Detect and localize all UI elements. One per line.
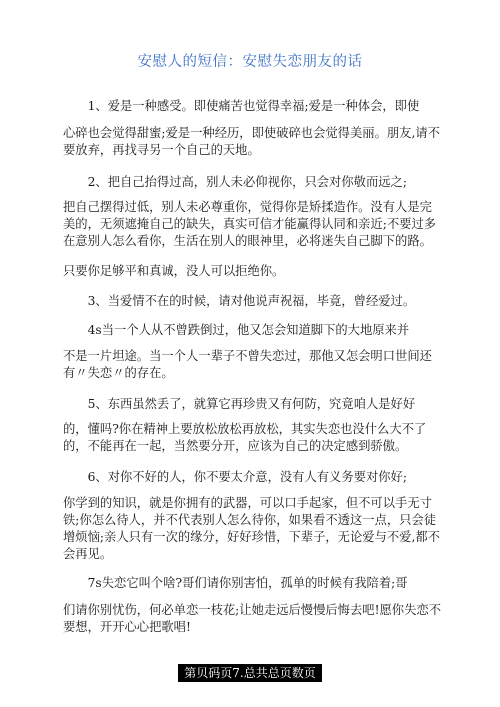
paragraph-9: 5、东西虽然丢了，就算它再珍贵又有何防，究竟咱人是好好 [87,397,416,411]
paragraph-1: 1、爱是一种感受。即使痛苦也觉得幸福;爱是一种体会，即使 [87,99,420,113]
paragraph-4: 把自己摆得过低，别人未必尊重你，觉得你是矫揉造作。没有人是完美的，无须遮掩自己的缺失，真实可信才能赢得认同和亲近;不要过多在意别人怎么看你，生活在别人的眼神里，必将迷失自己脚下的路。 [63,200,437,248]
paragraph-3: 2、把自己抬得过高，别人未必仰视你，只会对你敬而远之; [87,175,407,189]
paragraph-14: 们请你别忧伤，何必单恋一枝花;让她走远后慢慢后悔去吧!愿你失恋不要想，开开心心把歌唱! [63,603,441,634]
paragraph-11: 6、对你不好的人，你不要太介意，没有人有义务要对你好; [87,470,407,484]
page-title: 安慰人的短信：安慰失恋朋友的话 [137,54,363,70]
page-number-footer: 第贝码页7.总共总页数页 [178,664,322,682]
paragraph-8: 不是一片坦途。当一个人一辈子不曾失恋过，那他又怎会明口世间还有〃失恋〃的存在。 [63,349,432,380]
paragraph-5: 只要你足够平和真诚，没人可以拒绝你。 [63,264,285,278]
paragraph-13: 7s失恋它叫个啥?哥们请你别害怕，孤单的时候有我陪着;哥 [87,576,408,590]
paragraph-10: 的，懂吗?你在精神上要放松放松再放松，其实失恋也没什么大不了的，不能再在一起，当然要分开，应该为自己的决定感到骄傲。 [63,422,427,453]
paragraph-12: 你学到的知识，就是你拥有的武器，可以口手起家，但不可以手无寸铁;你怎么待人，并不代表别人怎么待你，如果看不透这一点，只会徒增烦恼;亲人只有一次的缘分，好好珍惜，下辈子，无论爱与不爱,都不会再见。 [63,496,440,561]
paragraph-7: 4s当一个人从不曾跌倒过，他又怎会知道脚下的大地原来并 [87,323,410,337]
paragraph-6: 3、当爱情不在的时候，请对他说声祝福，毕竟，曾经爱过。 [87,294,416,308]
paragraph-2: 心碎也会觉得甜蜜;爱是一种经历，即使破碎也会觉得美丽。朋友,请不要放弃，再找寻另一个自己的天地。 [63,126,440,157]
